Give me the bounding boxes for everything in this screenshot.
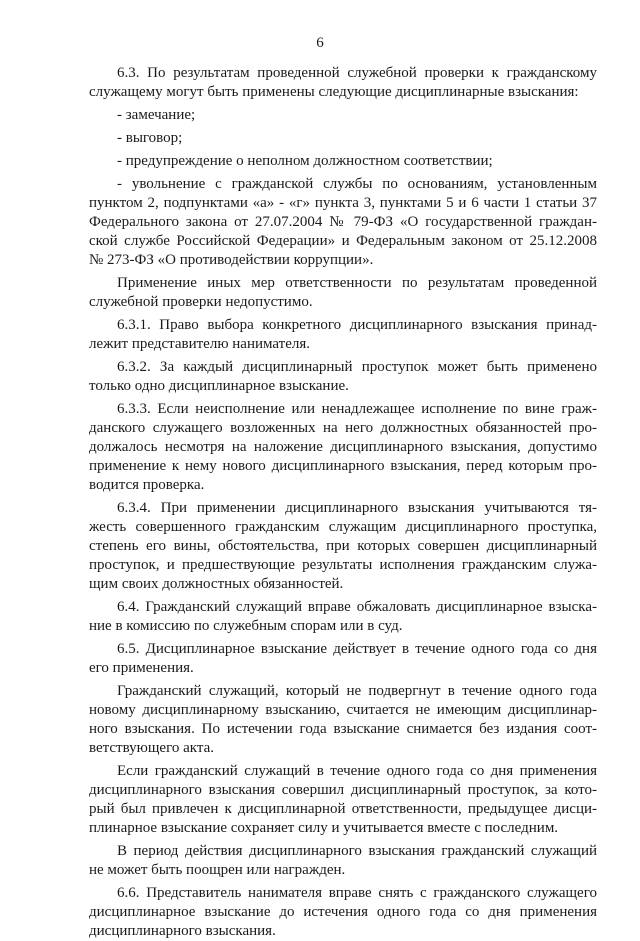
text-line: проступок, и предшествующие результаты исполнения гражданским служа- [89,557,597,573]
text-line: новому дисциплинарному взысканию, считается не имеющим дисциплинар- [89,702,597,718]
text-line: - увольнение с гражданской службы по основаниям, установленным [117,176,597,192]
text-line: ние в комиссию по служебным спорам или в суд. [89,618,403,634]
paragraph [89,598,597,636]
text-line: 6.5. Дисциплинарное взыскание действует в течение одного года со дня [117,641,597,657]
paragraph [89,682,597,758]
text-line: жесть совершенного гражданским служащим дисциплинарного проступка, [89,519,597,535]
paragraph [89,175,597,270]
text-line: пунктом 2, подпунктами «а» - «г» пункта 3, пунктами 5 и 6 части 1 статьи 37 [89,195,597,211]
paragraph [89,762,597,838]
text-line: ветствующего акта. [89,740,215,756]
text-line: - замечание; [117,107,196,123]
paragraph [89,274,597,312]
paragraph [89,400,597,495]
text-line: только одно дисциплинарное взыскание. [89,378,349,394]
text-line: его применения. [89,660,194,676]
text-line: служащему могут быть применены следующие дисциплинарные взыскания: [89,84,579,100]
text-line: В период действия дисциплинарного взыскания гражданский служащий [117,843,597,859]
paragraph [89,106,597,125]
paragraph [89,358,597,396]
paragraph [89,64,597,102]
paragraph [89,842,597,880]
text-line: - выговор; [117,130,183,146]
text-line: 6.3.2. За каждый дисциплинарный проступок может быть применено [117,359,597,375]
text-line: должалось несмотря на наложение дисциплинарного взыскания, допустимо [89,439,597,455]
page-number: 6 [316,35,324,51]
text-line: 6.3. По результатам проведенной служебной проверки к гражданскому [117,65,597,81]
text-line: Если гражданский служащий в течение одного года со дня применения [117,763,597,779]
text-line: дисциплинарного взыскания. [89,923,276,939]
paragraph [89,640,597,678]
text-line: 6.3.1. Право выбора конкретного дисциплинарного взыскания принад- [117,317,597,333]
document-body [89,64,597,941]
paragraph [89,129,597,148]
text-line: данского служащего возложенных на него должностных обязанностей про- [89,420,597,436]
text-line: степень его вины, обстоятельства, при которых совершен дисциплинарный [89,538,597,554]
text-line: служебной проверки недопустимо. [89,294,313,310]
text-line: не может быть поощрен или награжден. [89,862,346,878]
text-line: Применение иных мер ответственности по результатам проведенной [117,275,597,291]
text-line: ской службе Российской Федерации» и Федеральным законом от 25.12.2008 [89,233,597,249]
text-line: дисциплинарного взыскания совершил дисциплинарный проступок, за кото- [89,782,597,798]
paragraph [89,884,597,941]
text-line: 6.3.4. При применении дисциплинарного взыскания учитываются тя- [117,500,597,516]
text-line: № 273-ФЗ «О противодействии коррупции». [89,252,374,268]
text-line: 6.6. Представитель нанимателя вправе снять с гражданского служащего [117,885,597,901]
text-line: дисциплинарное взыскание до истечения одного года со дня применения [89,904,597,920]
text-line: щим своих должностных обязанностей. [89,576,344,592]
paragraph [89,316,597,354]
text-line: ного взыскания. По истечении года взыскание снимается без издания соот- [89,721,597,737]
text-line: 6.3.3. Если неисполнение или ненадлежащее исполнение по вине граж- [117,401,597,417]
text-line: 6.4. Гражданский служащий вправе обжаловать дисциплинарное взыска- [117,599,597,615]
text-line: лежит представителю нанимателя. [89,336,311,352]
text-line: рый был привлечен к дисциплинарной ответственности, предыдущее дисци- [89,801,597,817]
text-line: Гражданский служащий, который не подвергнут в течение одного года [117,683,597,699]
paragraph [89,152,597,171]
text-line: применение к нему нового дисциплинарного взыскания, перед которым про- [89,458,597,474]
paragraph [89,499,597,594]
text-line: плинарное взыскание сохраняет силу и учитывается вместе с последним. [89,820,559,836]
text-line: Федерального закона от 27.07.2004 № 79-ФЗ «О государственной граждан- [89,214,597,230]
text-line: водится проверка. [89,477,205,493]
text-line: - предупреждение о неполном должностном соответствии; [117,153,493,169]
